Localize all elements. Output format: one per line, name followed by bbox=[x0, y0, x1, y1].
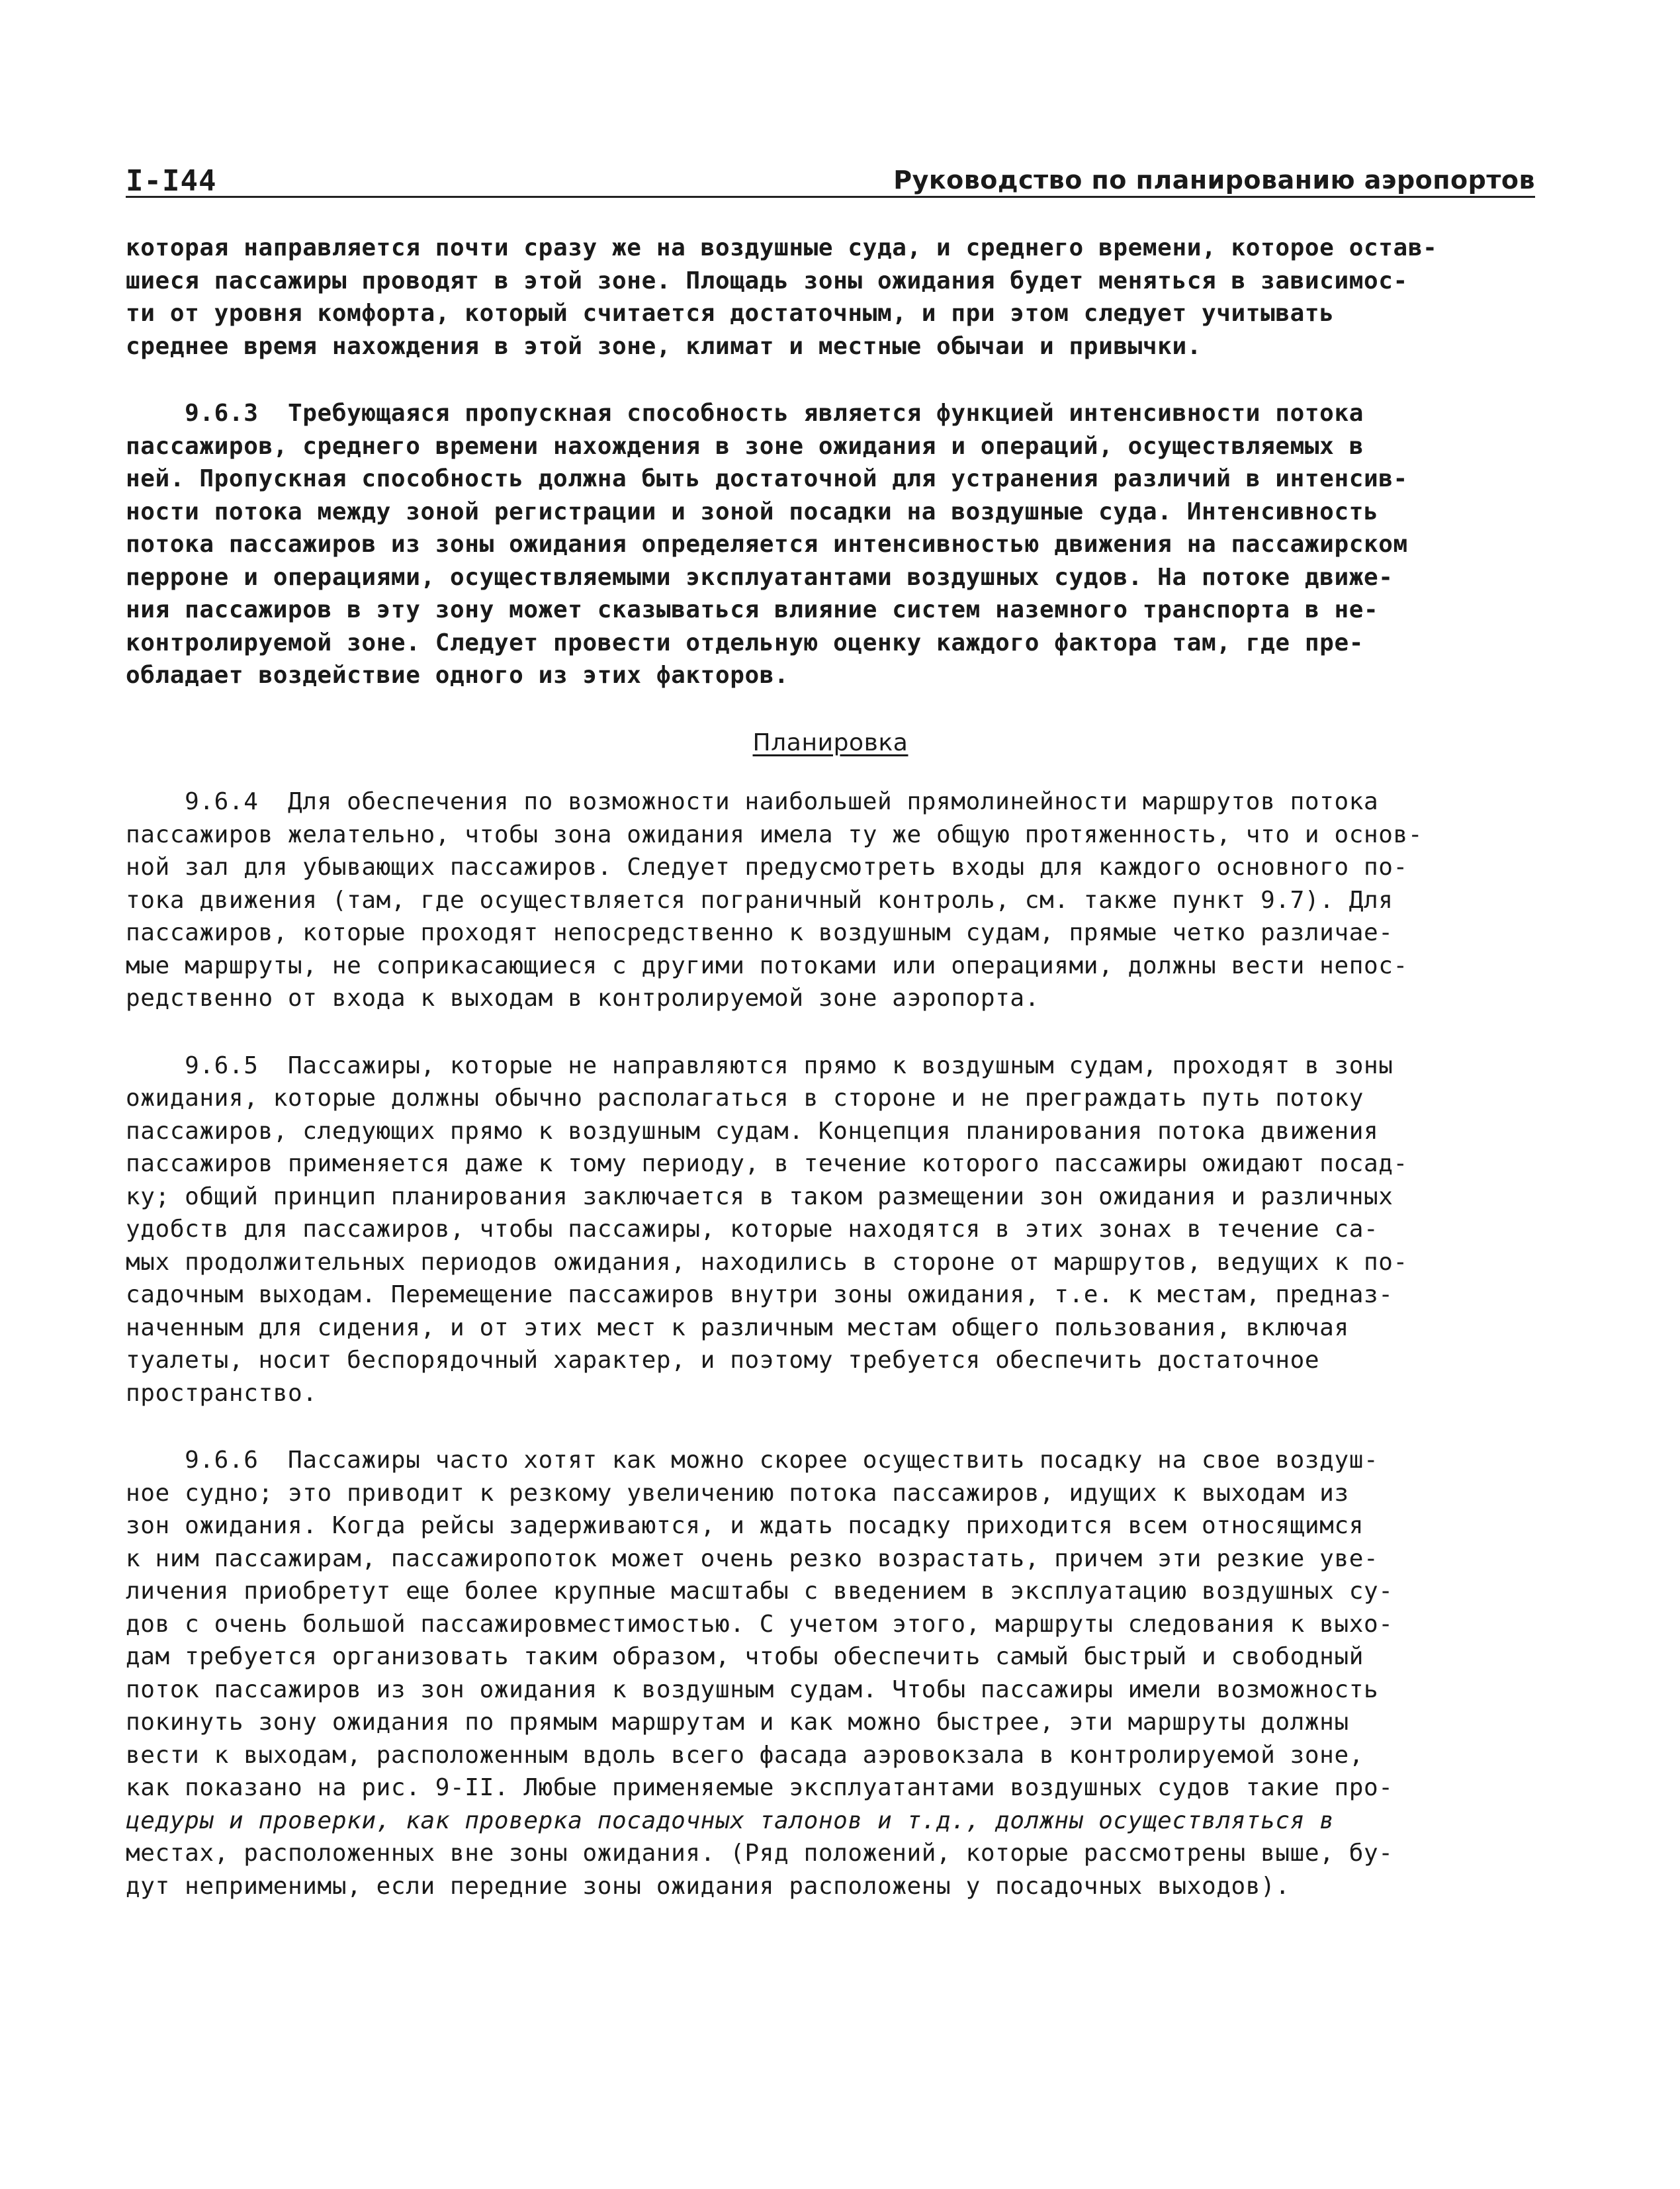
text-line: поток пассажиров из зон ожидания к воздушным судам. Чтобы пассажиры имели возможность bbox=[126, 1675, 1379, 1703]
text-line: 9.6.5 Пассажиры, которые не направляются прямо к воздушным судам, проходят в зоны bbox=[126, 1051, 1393, 1079]
text-line: дов с очень большой пассажировместимостью. С учетом этого, маршруты следования к выхо- bbox=[126, 1610, 1393, 1638]
section-heading bbox=[126, 727, 1535, 760]
text-line: туалеты, носит беспорядочный характер, и поэтому требуется обеспечить достаточное bbox=[126, 1347, 1320, 1374]
text-line: 9.6.3 Требующаяся пропускная способность является функцией интенсивности потока bbox=[126, 400, 1364, 427]
text-line: личения приобретут еще более крупные масштабы с введением в эксплуатацию воздушных су- bbox=[126, 1578, 1393, 1605]
text-line: ния пассажиров в эту зону может сказываться влияние систем наземного транспорта в не- bbox=[126, 596, 1379, 623]
text-line: шиеся пассажиры проводят в этой зоне. Площадь зоны ожидания будет меняться в зависимос- bbox=[126, 267, 1408, 294]
text-line: 9.6.6 Пассажиры часто хотят как можно скорее осуществить посадку на свое воздуш- bbox=[126, 1447, 1379, 1474]
text-line: пассажиров, следующих прямо к воздушным судам. Концепция планирования потока движения bbox=[126, 1117, 1379, 1145]
text-line: наченным для сидения, и от этих мест к различным местам общего пользования, включая bbox=[126, 1314, 1349, 1341]
text-line: покинуть зону ожидания по прямым маршрутам и как можно быстрее, эти маршруты должны bbox=[126, 1709, 1349, 1736]
text-line: цедуры и проверки, как проверка посадочных талонов и т.д., должны осуществляться в bbox=[126, 1807, 1335, 1834]
paragraph-9-6-5 bbox=[126, 1050, 1535, 1410]
text-line: ней. Пропускная способность должна быть достаточной для устранения различий в интенсив- bbox=[126, 465, 1408, 492]
text-line: обладает воздействие одного из этих факторов. bbox=[126, 662, 789, 689]
text-line: мые маршруты, не соприкасающиеся с другими потоками или операциями, должны вести непос- bbox=[126, 952, 1408, 979]
text-line: ти от уровня комфорта, который считается достаточным, и при этом следует учитывать bbox=[126, 300, 1335, 327]
text-line: пассажиров желательно, чтобы зона ожидания имела ту же общую протяженность, что и основ- bbox=[126, 821, 1423, 848]
text-line: к ним пассажирам, пассажиропоток может очень резко возрастать, причем эти резкие уве- bbox=[126, 1544, 1379, 1572]
section-heading-text: Планировка bbox=[752, 729, 908, 756]
text-line: пассажиров применяется даже к тому периоду, в течение которого пассажиры ожидают посад- bbox=[126, 1150, 1408, 1177]
text-line: потока пассажиров из зоны ожидания определяется интенсивностью движения на пассажирском bbox=[126, 531, 1408, 558]
running-title: Руководство по планированию аэропортов bbox=[893, 165, 1535, 195]
text-line: ности потока между зоной регистрации и зоной посадки на воздушные суда. Интенсивность bbox=[126, 498, 1379, 525]
text-line: ное судно; это приводит к резкому увеличению потока пассажиров, идущих к выходам из bbox=[126, 1479, 1349, 1507]
text-line: которая направляется почти сразу же на воздушные суда, и среднего времени, которое остав- bbox=[126, 234, 1438, 261]
text-line: ной зал для убывающих пассажиров. Следует предусмотреть входы для каждого основного по- bbox=[126, 854, 1408, 881]
text-line: среднее время нахождения в этой зоне, климат и местные обычаи и привычки. bbox=[126, 332, 1202, 360]
text-line: дам требуется организовать таким образом, чтобы обеспечить самый быстрый и свободный bbox=[126, 1643, 1364, 1670]
text-line: удобств для пассажиров, чтобы пассажиры, которые находятся в этих зонах в течение са- bbox=[126, 1216, 1379, 1243]
text-line: 9.6.4 Для обеспечения по возможности наибольшей прямолинейности маршрутов потока bbox=[126, 788, 1379, 815]
text-line: местах, расположенных вне зоны ожидания. (Ряд положений, которые рассмотрены выше, бу- bbox=[126, 1840, 1393, 1867]
text-line: редственно от входа к выходам в контролируемой зоне аэропорта. bbox=[126, 985, 1039, 1012]
paragraph-9-6-6 bbox=[126, 1444, 1535, 1902]
text-line: ку; общий принцип планирования заключается в таком размещении зон ожидания и различных bbox=[126, 1183, 1393, 1210]
document-body bbox=[126, 232, 1535, 1937]
text-line: пассажиров, которые проходят непосредственно к воздушным судам, прямые четко различае- bbox=[126, 919, 1393, 946]
text-line: как показано на рис. 9-II. Любые применяемые эксплуатантами воздушных судов такие про- bbox=[126, 1774, 1393, 1801]
text-line: мых продолжительных периодов ожидания, находились в стороне от маршрутов, ведущих к по- bbox=[126, 1248, 1408, 1276]
text-line: ожидания, которые должны обычно располагаться в стороне и не преграждать путь потоку bbox=[126, 1085, 1364, 1112]
text-line: пассажиров, среднего времени нахождения в зоне ожидания и операций, осуществляемых в bbox=[126, 432, 1364, 460]
text-line: зон ожидания. Когда рейсы задерживаются, и ждать посадку приходится всем относящимся bbox=[126, 1512, 1364, 1539]
text-line: пространство. bbox=[126, 1379, 318, 1407]
text-line: контролируемой зоне. Следует провести отдельную оценку каждого фактора там, где пре- bbox=[126, 629, 1364, 656]
paragraph-continuation bbox=[126, 232, 1535, 363]
text-line: перроне и операциями, осуществляемыми эксплуатантами воздушных судов. На потоке движе- bbox=[126, 563, 1393, 591]
paragraph-9-6-4 bbox=[126, 785, 1535, 1015]
text-line: дут неприменимы, если передние зоны ожидания расположены у посадочных выходов). bbox=[126, 1872, 1290, 1900]
text-line: вести к выходам, расположенным вдоль всего фасада аэровокзала в контролируемой зоне, bbox=[126, 1741, 1364, 1769]
paragraph-9-6-3 bbox=[126, 397, 1535, 692]
page-number: I-I44 bbox=[126, 164, 217, 198]
page-header bbox=[126, 163, 1535, 198]
text-line: тока движения (там, где осуществляется пограничный контроль, см. также пункт 9.7). Для bbox=[126, 886, 1393, 914]
text-line: садочным выходам. Перемещение пассажиров внутри зоны ожидания, т.е. к местам, предназ- bbox=[126, 1281, 1393, 1308]
